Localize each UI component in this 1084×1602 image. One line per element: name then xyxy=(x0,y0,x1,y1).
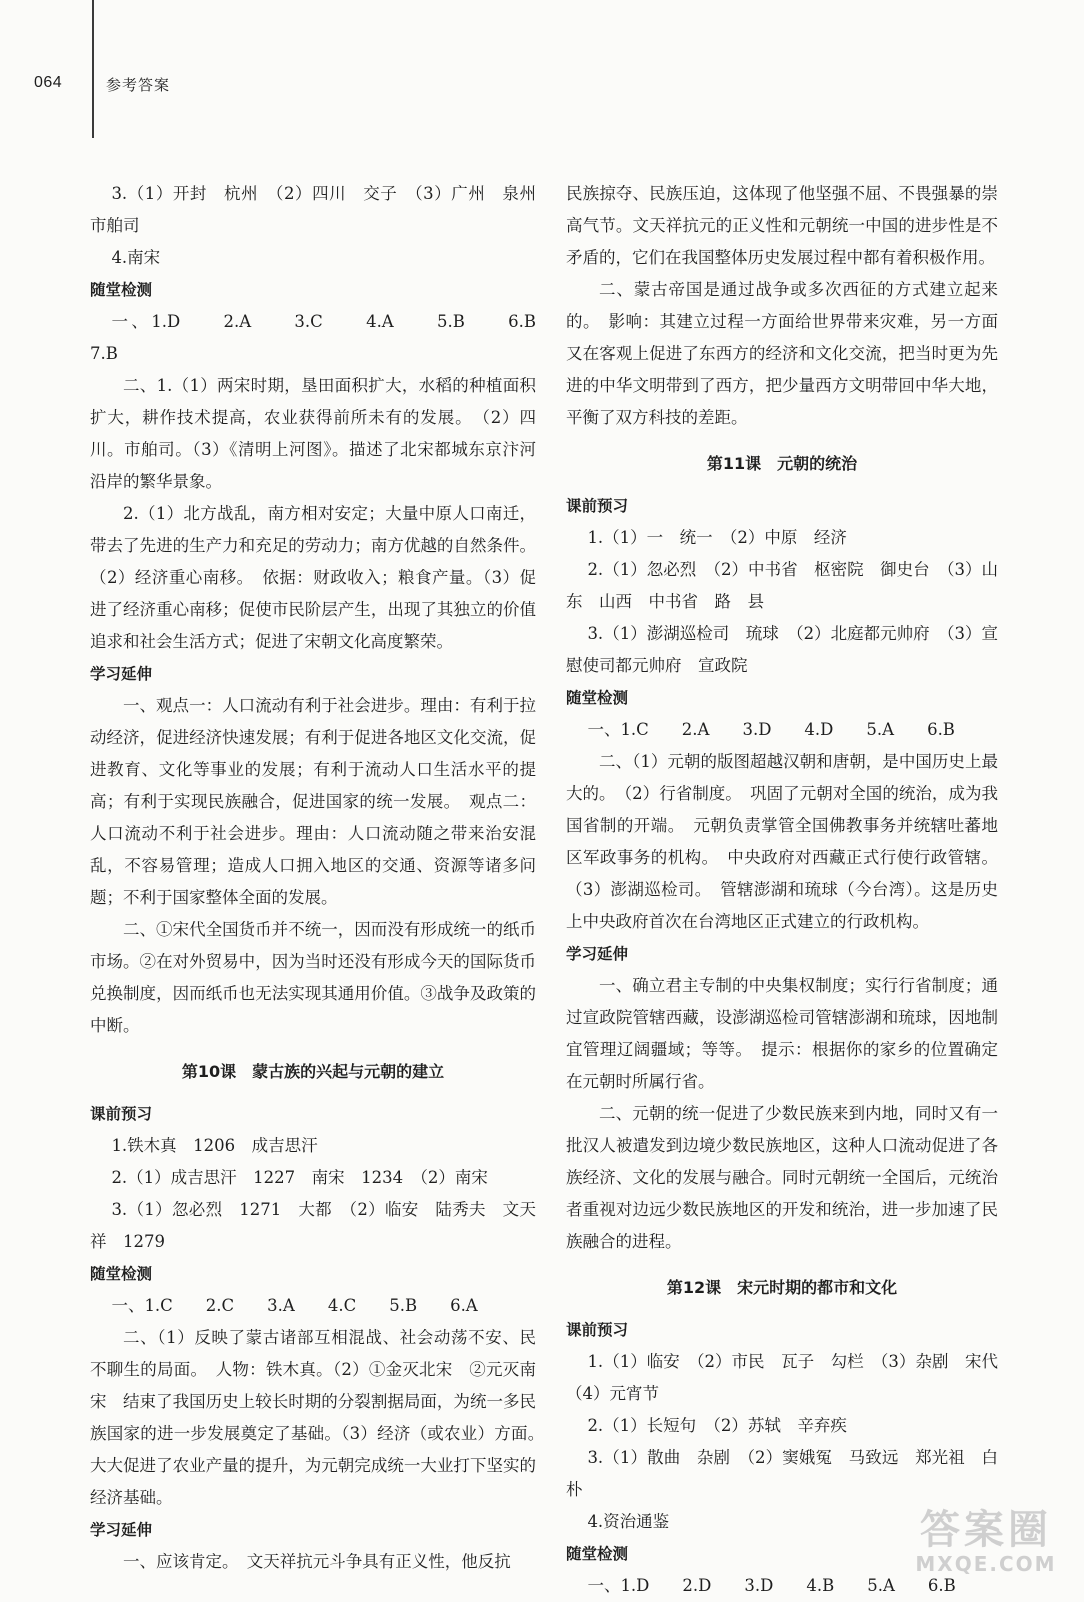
watermark-url: MXQE.COM xyxy=(915,1552,1057,1576)
section-heading: 课前预习 xyxy=(566,497,629,515)
answer-item: 3.（1）澎湖巡检司 琉球 （2）北庭都元帅府 （3）宣慰使司都元帅府 宣政院 xyxy=(566,624,998,675)
section-heading: 随堂检测 xyxy=(566,1545,629,1563)
section-heading: 随堂检测 xyxy=(566,689,629,707)
answer-paragraph: 二、①宋代全国货币并不统一，因而没有形成统一的纸币市场。②在对外贸易中，因为当时还没有形成今天的国际货币兑换制度，因而纸币也无法实现其通用价值。③战争及政策的中断。 xyxy=(90,920,536,1035)
answer-paragraph: 一、确立君主专制的中央集权制度；实行行省制度；通过宣政院管辖西藏，设澎湖巡检司管辖澎湖和琉球，因地制宜管理辽阔疆域；等等。 提示：根据你的家乡的位置确定在元朝时所属行省。 xyxy=(566,976,998,1091)
answer-paragraph: 二、1.（1）两宋时期，垦田面积扩大，水稻的种植面积扩大，耕作技术提高，农业获得前所未有的发展。 （2）四川。市舶司。（3）《清明上河图》。描述了北宋都城东京汴河沿岸的繁华景象。 xyxy=(90,376,536,491)
answer-item: 1.（1）临安 （2）市民 瓦子 勾栏 （3）杂剧 宋代（4）元宵节 xyxy=(566,1352,998,1403)
lesson-title: 第12课 宋元时期的都市和文化 xyxy=(666,1278,898,1297)
answer-item: 1.铁木真 1206 成吉思汗 xyxy=(111,1136,318,1155)
watermark-logo xyxy=(906,1508,1066,1582)
answer-paragraph: 一、观点一：人口流动有利于社会进步。理由：有利于拉动经济，促进经济快速发展；有利于促进各地区文化交流，促进教育、文化等事业的发展；有利于流动人口生活水平的提高；有利于实现民族融合，促进国家的统一发展。 观点二：人口流动不利于社会进步。理由：人口流动随之带来治安混乱，不容易管理；造成人口拥入地区的交通、资源等诸多问题；不利于国家整体全面的发展。 xyxy=(90,696,536,907)
lesson-title: 第10课 蒙古族的兴起与元朝的建立 xyxy=(181,1062,445,1081)
answer-item: 1.（1）一 统一 （2）中原 经济 xyxy=(587,528,847,547)
page-number: 064 xyxy=(34,74,63,91)
section-heading: 学习延伸 xyxy=(90,1521,153,1539)
section-heading: 课前预习 xyxy=(90,1105,153,1123)
answer-paragraph: 二、（1）反映了蒙古诸部互相混战、社会动荡不安、民不聊生的局面。 人物：铁木真。（2）①金灭北宋 ②元灭南宋 结束了我国历史上较长时期的分裂割据局面，为统一多民族国家的进一步发展奠定了基础。（3）经济（或农业）方面。 大大促进了农业产量的提升，为元朝完成统一大业打下坚实的经济基础。 xyxy=(90,1328,553,1507)
section-heading: 学习延伸 xyxy=(90,665,153,683)
section-heading: 随堂检测 xyxy=(90,281,153,299)
answer-item: 4.资治通鉴 xyxy=(587,1512,670,1531)
right-column xyxy=(566,178,998,1602)
answer-item: 4.南宋 xyxy=(111,248,161,267)
answer-paragraph: 民族掠夺、民族压迫，这体现了他坚强不屈、不畏强暴的崇高气节。文天祥抗元的正义性和元朝统一中国的进步性是不矛盾的，它们在我国整体历史发展过程中都有着积极作用。 xyxy=(566,184,998,267)
answer-paragraph: 2.（1）北方战乱，南方相对安定；大量中原人口南迁，带去了先进的生产力和充足的劳动力；南方优越的自然条件。（2）经济重心南移。 依据：财政收入；粮食产量。（3）促进了经济重心南移；促使市民阶层产生，出现了其独立的价值追求和社会生活方式；促进了宋朝文化高度繁荣。 xyxy=(90,504,536,651)
header-divider xyxy=(92,0,94,138)
answer-item: 3.（1）开封 杭州 （2）四川 交子 （3）广州 泉州 市舶司 xyxy=(90,184,553,235)
left-column xyxy=(90,178,569,1578)
answer-paragraph: 二、（1）元朝的版图超越汉朝和唐朝，是中国历史上最大的。 （2）行省制度。 巩固了元朝对全国的统治，成为我国省制的开端。 元朝负责掌管全国佛教事务并统辖吐蕃地区军政事务的机构。 中央政府对西藏正式行使行政管辖。（3）澎湖巡检司。 管辖澎湖和琉球（今台湾）。这是历史上中央政府首次在台湾地区正式建立的行政机构。 xyxy=(566,752,998,931)
watermark-text: 答案圈 xyxy=(920,1507,1052,1553)
answer-item: 一、1.C 2.A 3.D 4.D 5.A 6.B xyxy=(587,720,955,739)
lesson-title: 第11课 元朝的统治 xyxy=(706,454,858,473)
answer-item: 3.（1）忽必烈 1271 大都 （2）临安 陆秀夫 文天祥 1279 xyxy=(90,1200,536,1251)
answer-item: 一、1.D 2.A 3.C 4.A 5.B 6.B 7.B xyxy=(90,312,569,363)
answer-item: 3.（1）散曲 杂剧 （2）窦娥冤 马致远 郑光祖 白朴 xyxy=(566,1448,998,1499)
answer-paragraph: 二、元朝的统一促进了少数民族来到内地，同时又有一批汉人被遣发到边境少数民族地区，这种人口流动促进了各族经济、文化的发展与融合。同时元朝统一全国后，元统治者重视对边远少数民族地区的开发和统治，进一步加速了民族融合的进程。 xyxy=(566,1104,998,1251)
section-heading: 随堂检测 xyxy=(90,1265,153,1283)
answer-paragraph: 二、蒙古帝国是通过战争或多次西征的方式建立起来的。 影响：其建立过程一方面给世界带来灾难，另一方面又在客观上促进了东西方的经济和文化交流，把当时更为先进的中华文明带到了西方，把少量西方文明带回中华大地，平衡了双方科技的差距。 xyxy=(566,280,998,427)
section-label: 参考答案 xyxy=(106,76,171,94)
answer-item: 2.（1）长短句 （2）苏轼 辛弃疾 xyxy=(587,1416,847,1435)
answer-item: 2.（1）成吉思汗 1227 南宋 1234 （2）南宋 xyxy=(111,1168,488,1187)
answer-paragraph: 一、应该肯定。 文天祥抗元斗争具有正义性，他反抗 xyxy=(123,1552,511,1571)
section-heading: 课前预习 xyxy=(566,1321,629,1339)
section-heading: 学习延伸 xyxy=(566,945,629,963)
answer-item: 一、1.C 2.C 3.A 4.C 5.B 6.A xyxy=(111,1296,478,1315)
answer-item: 一、1.D 2.D 3.D 4.B 5.A 6.B xyxy=(587,1576,956,1595)
answer-item: 2.（1）忽必烈 （2）中书省 枢密院 御史台 （3）山东 山西 中书省 路 县 xyxy=(566,560,998,611)
